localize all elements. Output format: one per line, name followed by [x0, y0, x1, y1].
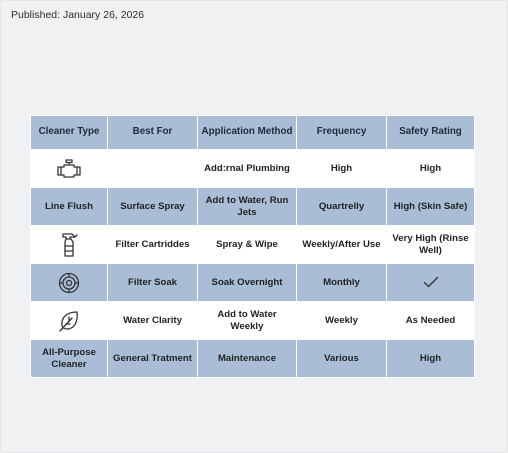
table-row: [31, 150, 475, 188]
cleaner-type-cell: [31, 150, 108, 188]
frequency-cell: Various: [297, 340, 387, 378]
cleaner-type-cell: [31, 302, 108, 340]
application-method-cell: Maintenance: [198, 340, 297, 378]
application-method-cell: Spray & Wipe: [198, 226, 297, 264]
table-row: [31, 188, 475, 226]
frequency-cell: Quartrelly: [297, 188, 387, 226]
header-cleaner-type: Cleaner Type: [31, 116, 108, 150]
frequency-cell: Weekly/After Use: [297, 226, 387, 264]
filter-disc-icon: [57, 271, 81, 295]
table-row: [31, 264, 475, 302]
application-method-cell: Soak Overnight: [198, 264, 297, 302]
best-for-cell: Filter Cartriddes: [108, 226, 198, 264]
frequency-cell: High: [297, 150, 387, 188]
header-application-method: Application Method: [198, 116, 297, 150]
cleaner-type-cell: [31, 264, 108, 302]
leaf-icon: [57, 309, 81, 333]
safety-rating-cell: As Needed: [387, 302, 475, 340]
best-for-cell: [108, 150, 198, 188]
spray-bottle-icon: [58, 231, 80, 259]
header-safety-rating: Safety Rating: [387, 116, 475, 150]
safety-rating-cell: [387, 264, 475, 302]
frequency-cell: Weekly: [297, 302, 387, 340]
best-for-cell: Surface Spray: [108, 188, 198, 226]
cleaner-type-cell: Line Flush: [31, 188, 108, 226]
cleaner-type-cell: [31, 226, 108, 264]
table-row: [31, 302, 475, 340]
safety-rating-cell: Very High (Rinse Well): [387, 226, 475, 264]
pipe-valve-icon: [55, 158, 83, 180]
safety-rating-cell: High: [387, 150, 475, 188]
best-for-cell: Filter Soak: [108, 264, 198, 302]
application-method-cell: Add:rnal Plumbing: [198, 150, 297, 188]
checkmark-icon: [423, 276, 439, 288]
cleaner-type-cell: All-Purpose Cleaner: [31, 340, 108, 378]
application-method-cell: Add to Water Weekly: [198, 302, 297, 340]
frequency-cell: Monthly: [297, 264, 387, 302]
table-row: [31, 226, 475, 264]
header-frequency: Frequency: [297, 116, 387, 150]
best-for-cell: Water Clarity: [108, 302, 198, 340]
application-method-cell: Add to Water, Run Jets: [198, 188, 297, 226]
table-row: [31, 340, 475, 378]
cleaner-table: [30, 115, 475, 378]
safety-rating-cell: High: [387, 340, 475, 378]
safety-rating-cell: High (Skin Safe): [387, 188, 475, 226]
header-best-for: Best For: [108, 116, 198, 150]
published-date: Published: January 26, 2026: [11, 9, 145, 21]
best-for-cell: General Tratment: [108, 340, 198, 378]
table-header-row: [31, 116, 475, 150]
